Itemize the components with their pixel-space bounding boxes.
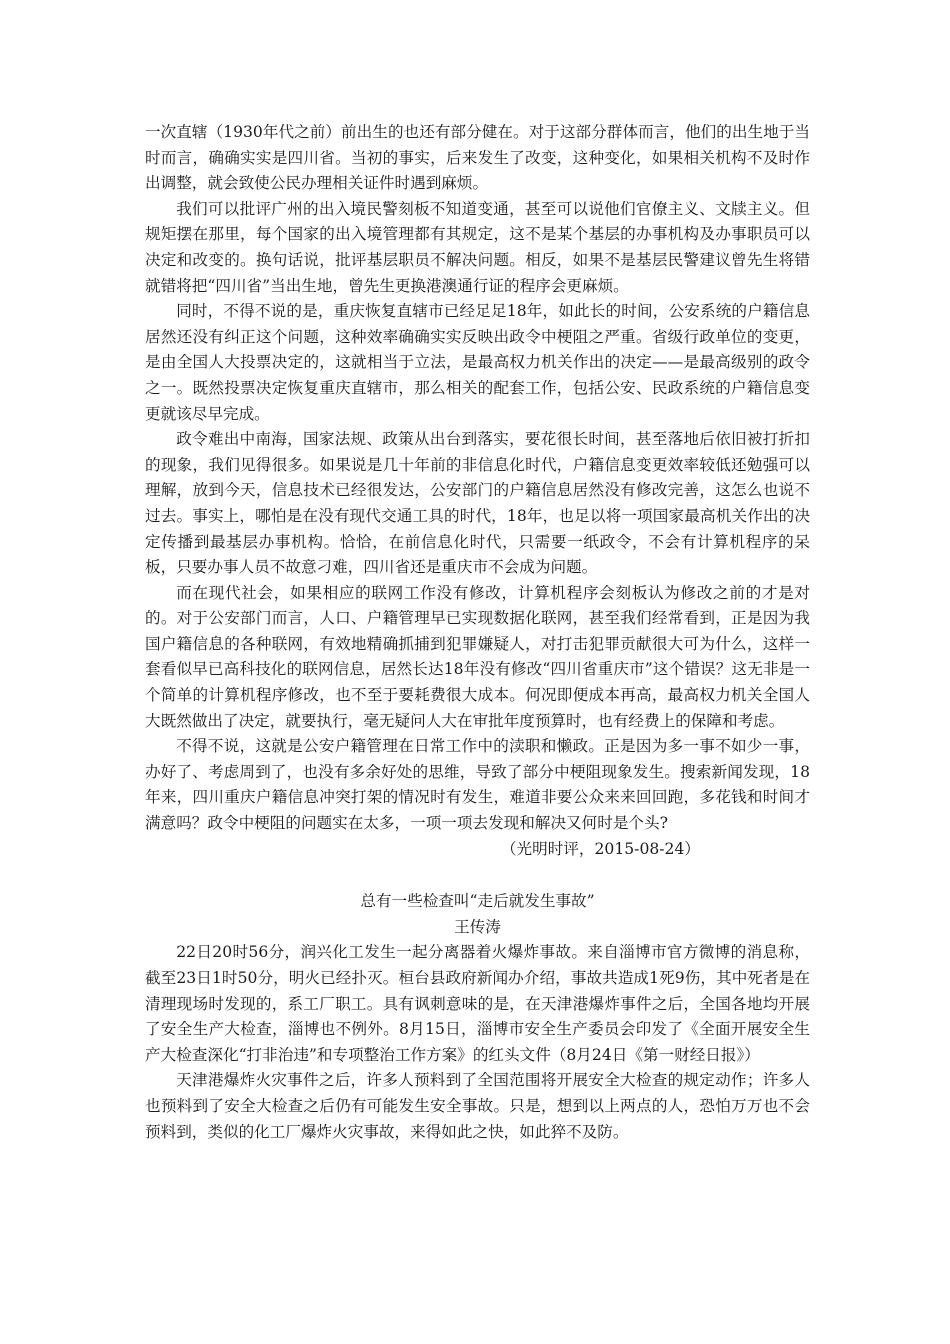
article1-paragraph-2: 我们可以批评广州的出入境民警刻板不知道变通，甚至可以说他们官僚主义、文牍主义。但规矩摆在那里，每个国家的出入境管理都有其规定，这不是某个基层的办事机构及办事职员可以决定和改变的。换句话说，批评基层职员不解决问题。相反，如果不是基层民警建议曾先生将错就错将把“四川省”当出生地，曾先生更换港澳通行证的程序会更麻烦。	[145, 199, 810, 295]
article2-title: 总有一些检查叫“走后就发生事故”	[360, 892, 595, 911]
article1-paragraph-6	[145, 734, 810, 862]
article2-author: 王传涛	[454, 917, 501, 936]
article2-paragraph-1: 22日20时56分，润兴化工发生一起分离器着火爆炸事故。来自淄博市官方微博的消息称，截至23日1时50分，明火已经扑灭。桓台县政府新闻办介绍，事故共造成1死9伤，其中死者是在清理现场时发现的，系工厂职工。具有讽刺意味的是，在天津港爆炸事件之后，全国各地均开展了安全生产大检查，淄博也不例外。8月15日，淄博市安全生产委员会印发了《全面开展安全生产大检查深化“打非治违”和专项整治工作方案》的红头文件（8月24日《第一财经日报》）	[145, 943, 810, 1064]
article1-paragraph-1: 一次直辖（1930年代之前）前出生的也还有部分健在。对于这部分群体而言，他们的出生地于当时而言，确确实实是四川省。当初的事实，后来发生了改变，这种变化，如果相关机构不及时作出调整，就会致使公民办理相关证件时遇到麻烦。	[145, 123, 810, 193]
article1-paragraph-3: 同时，不得不说的是，重庆恢复直辖市已经足足18年，如此长的时间，公安系统的户籍信息居然还没有纠正这个问题，这种效率确确实实反映出政令中梗阻之严重。省级行政单位的变更，是由全国人大投票决定的，这就相当于立法，是最高权力机关作出的决定——是最高级别的政令之一。既然投票决定恢复重庆直辖市，那么相关的配套工作，包括公安、民政系统的户籍信息变更就该尽早完成。	[145, 302, 810, 423]
article1-paragraph-5: 而在现代社会，如果相应的联网工作没有修改，计算机程序会刻板认为修改之前的才是对的。对于公安部门而言，人口、户籍管理早已实现数据化联网，甚至我们经常看到，正是因为我国户籍信息的各种联网，有效地精确抓捕到犯罪嫌疑人，对打击犯罪贡献很大可为什么，这样一套看似早已高科技化的联网信息，居然长达18年没有修改“四川省重庆市”这个错误？这无非是一个简单的计算机程序修改，也不至于要耗费很大成本。何况即便成本再高，最高权力机关全国人大既然做出了决定，就要执行，毫无疑问人大在审批年度预算时，也有经费上的保障和考虑。	[145, 583, 810, 730]
document-page	[145, 120, 810, 1145]
article1-citation: （光明时评，2015-08-24）	[500, 839, 700, 858]
article1-paragraph-6-text: 不得不说，这就是公安户籍管理在日常工作中的渎职和懒政。正是因为多一事不如少一事，办好了、考虑周到了，也没有多余好处的思维，导致了部分中梗阻现象发生。搜索新闻发现，18年来，四川重庆户籍信息冲突打架的情况时有发生，难道非要公众来来回回跑，多花钱和时间才满意吗？政令中梗阻的问题实在太多，一项一项去发现和解决又何时是个头?	[145, 737, 810, 833]
article-separator	[145, 862, 810, 889]
article2-paragraph-2: 天津港爆炸火灾事件之后，许多人预料到了全国范围将开展安全大检查的规定动作；许多人也预料到了安全大检查之后仍有可能发生安全事故。只是，想到以上两点的人，恐怕万万也不会预料到，类似的化工厂爆炸火灾事故，来得如此之快，如此猝不及防。	[145, 1071, 810, 1141]
article1-paragraph-4: 政令难出中南海，国家法规、政策从出台到落实，要花很长时间，甚至落地后依旧被打折扣的现象，我们见得很多。如果说是几十年前的非信息化时代，户籍信息变更效率较低还勉强可以理解，放到今天，信息技术已经很发达，公安部门的户籍信息居然没有修改完善，这怎么也说不过去。事实上，哪怕是在没有现代交通工具的时代，18年，也足以将一项国家最高机关作出的决定传播到最基层办事机构。恰恰，在前信息化时代，只需要一纸政令，不会有计算机程序的呆板，只要办事人员不故意刁难，四川省还是重庆市不会成为问题。	[145, 430, 810, 577]
